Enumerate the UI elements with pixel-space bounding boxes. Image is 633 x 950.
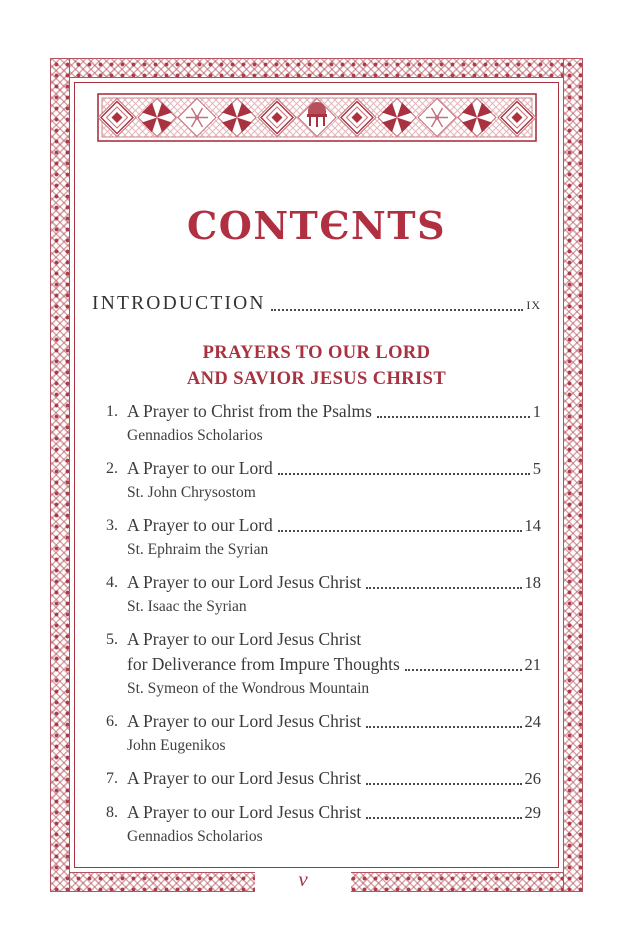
entry-number: 8. — [106, 804, 118, 821]
entry-number: 3. — [106, 517, 118, 534]
entry-title: A Prayer to our Lord — [127, 458, 273, 478]
entry-number: 6. — [106, 713, 118, 730]
entry-title: A Prayer to our Lord — [127, 515, 273, 535]
entry-number: 5. — [106, 631, 118, 648]
entry-page-1: 14 — [524, 516, 541, 535]
entry-page-1: 24 — [524, 712, 541, 731]
entry-title: A Prayer to our Lord Jesus Christ — [127, 572, 362, 592]
entry-title: A Prayer to our Lord Jesus Christ — [127, 629, 362, 649]
entry-page-1: 29 — [524, 803, 541, 822]
page-number: v — [298, 867, 308, 891]
entry-page-1: 18 — [524, 573, 541, 592]
section-heading-line1: PRAYERS TO OUR LORD — [202, 343, 431, 363]
entry-number: 7. — [106, 770, 118, 787]
entry-title: A Prayer to our Lord Jesus Christ — [127, 768, 362, 788]
entry-page-1: 26 — [524, 769, 541, 788]
entry-author: Gennadios Scholarios — [127, 427, 263, 444]
entry-page-2: 21 — [524, 655, 541, 674]
entry-author: St. Isaac the Syrian — [127, 598, 247, 615]
entry-author: Gennadios Scholarios — [127, 828, 263, 845]
entry-title: A Prayer to Christ from the Psalms — [127, 401, 372, 421]
entry-number: 4. — [106, 574, 118, 591]
entry-title: A Prayer to our Lord Jesus Christ — [127, 802, 362, 822]
entry-author: St. Symeon of the Wondrous Mountain — [127, 680, 370, 697]
entry-author: St. John Chrysostom — [127, 484, 256, 501]
header-ornament-band — [97, 93, 537, 142]
introduction-label: INTRODUCTION — [92, 293, 266, 314]
entry-page-1: 1 — [532, 402, 541, 421]
section-heading-line2: AND SAVIOR JESUS CHRIST — [186, 369, 447, 389]
entry-title: A Prayer to our Lord Jesus Christ — [127, 711, 362, 731]
ornament-canopy-motif — [307, 102, 327, 127]
contents-title: CONTЄNTS — [186, 203, 447, 248]
introduction-page: ix — [526, 294, 541, 313]
entry-title-cont: for Deliverance from Impure Thoughts — [127, 654, 400, 674]
entry-author: John Eugenikos — [127, 737, 226, 754]
ornament-border-left — [50, 58, 70, 892]
inner-rule-frame — [74, 82, 559, 868]
entry-page-1: 5 — [532, 459, 541, 478]
entry-number: 1. — [106, 403, 118, 420]
ornament-border-right — [563, 58, 583, 892]
entry-author: St. Ephraim the Syrian — [127, 541, 269, 558]
ornament-border-top — [50, 58, 583, 78]
entry-number: 2. — [106, 460, 118, 477]
